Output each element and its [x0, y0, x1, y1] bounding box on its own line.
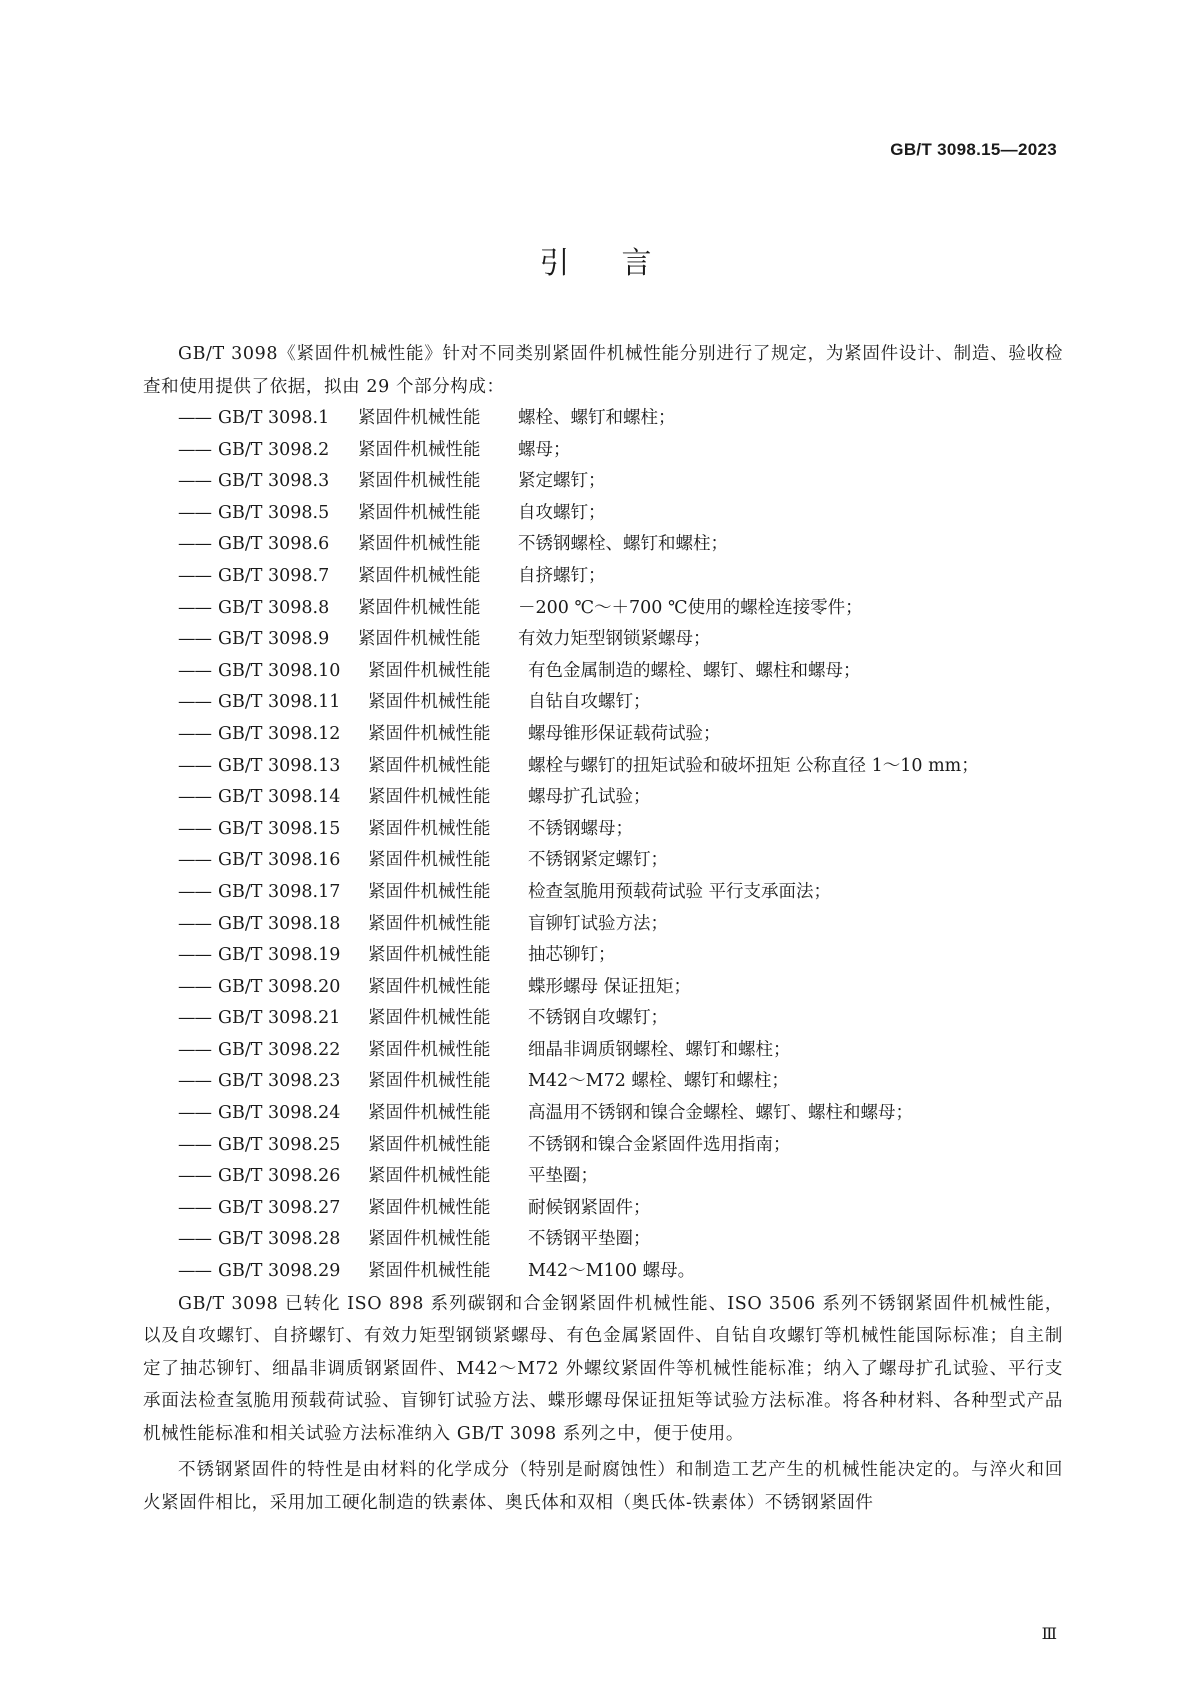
part-code: GB/T 3098.25: [218, 1134, 341, 1155]
part-code: GB/T 3098.11: [218, 692, 341, 713]
list-dash: ——: [178, 818, 211, 839]
part-series: 紧固件机械性能: [368, 723, 491, 744]
parts-list: [143, 403, 1063, 1288]
list-dash: ——: [178, 1071, 211, 1092]
part-code: GB/T 3098.10: [218, 660, 341, 681]
document-body: [143, 338, 1063, 1519]
list-dash: ——: [178, 408, 211, 428]
part-subtitle: 自挤螺钉；: [518, 565, 606, 586]
list-dash: ——: [178, 976, 211, 997]
list-dash: ——: [178, 723, 211, 744]
part-code: GB/T 3098.29: [218, 1261, 341, 1282]
list-item: [143, 1035, 1063, 1067]
list-dash: ——: [178, 1261, 211, 1282]
part-code: GB/T 3098.8: [218, 597, 330, 618]
list-item: [143, 1161, 1063, 1193]
part-series: 紧固件机械性能: [358, 565, 481, 586]
list-item: [143, 498, 1063, 530]
part-series: 紧固件机械性能: [358, 408, 481, 428]
part-subtitle: 蝶形螺母 保证扭矩；: [528, 976, 692, 997]
part-subtitle: 不锈钢自攻螺钉；: [528, 1008, 668, 1029]
list-dash: ——: [178, 850, 211, 871]
part-series: 紧固件机械性能: [368, 1008, 491, 1029]
list-dash: ——: [178, 534, 211, 555]
list-item: [143, 1193, 1063, 1225]
part-code: GB/T 3098.5: [218, 502, 330, 523]
part-code: GB/T 3098.20: [218, 976, 341, 997]
part-subtitle: 螺栓、螺钉和螺柱；: [518, 408, 676, 428]
part-code: GB/T 3098.13: [218, 755, 341, 776]
part-code: GB/T 3098.18: [218, 913, 341, 934]
part-series: 紧固件机械性能: [368, 692, 491, 713]
list-item: [143, 845, 1063, 877]
part-subtitle: M42～M100 螺母。: [528, 1261, 696, 1282]
part-code: GB/T 3098.28: [218, 1229, 341, 1250]
part-series: 紧固件机械性能: [368, 1197, 491, 1218]
list-dash: ——: [178, 913, 211, 934]
part-subtitle: 抽芯铆钉；: [528, 945, 616, 966]
part-subtitle: 有色金属制造的螺栓、螺钉、螺柱和螺母；: [528, 660, 861, 681]
part-code: GB/T 3098.15: [218, 818, 341, 839]
part-subtitle: 不锈钢紧定螺钉；: [528, 850, 668, 871]
list-item: [143, 466, 1063, 498]
part-code: GB/T 3098.21: [218, 1008, 341, 1029]
list-item: [143, 593, 1063, 625]
part-code: GB/T 3098.23: [218, 1071, 341, 1092]
list-item: [143, 529, 1063, 561]
part-code: GB/T 3098.3: [218, 471, 330, 492]
part-code: GB/T 3098.12: [218, 723, 341, 744]
list-item: [143, 751, 1063, 783]
list-item: [143, 719, 1063, 751]
part-series: 紧固件机械性能: [358, 502, 481, 523]
part-series: 紧固件机械性能: [368, 1071, 491, 1092]
part-series: 紧固件机械性能: [368, 976, 491, 997]
part-series: 紧固件机械性能: [368, 818, 491, 839]
part-subtitle: －200 ℃～＋700 ℃使用的螺栓连接零件；: [518, 597, 863, 618]
part-subtitle: 细晶非调质钢螺栓、螺钉和螺柱；: [528, 1039, 791, 1060]
part-subtitle: 检查氢脆用预载荷试验 平行支承面法；: [528, 881, 832, 902]
list-dash: ——: [178, 565, 211, 586]
part-subtitle: 螺栓与螺钉的扭矩试验和破坏扭矩 公称直径 1～10 mm；: [528, 755, 979, 776]
part-series: 紧固件机械性能: [368, 881, 491, 902]
part-code: GB/T 3098.9: [218, 629, 330, 650]
list-dash: ——: [178, 945, 211, 966]
part-series: 紧固件机械性能: [358, 439, 481, 460]
paragraph-2: GB/T 3098 已转化 ISO 898 系列碳钢和合金钢紧固件机械性能、ISO 3506 系列不锈钢紧固件机械性能，以及自攻螺钉、自挤螺钉、有效力矩型钢锁紧螺母、有色金属紧固件、自钻自攻螺钉等机械性能国际标准；自主制定了抽芯铆钉、细晶非调质钢紧固件、M42～M72 外螺纹紧固件等机械性能标准；纳入了螺母扩孔试验、平行支承面法检查氢脆用预载荷试验、盲铆钉试验方法、蝶形螺母保证扭矩等试验方法标准。将各种材料、各种型式产品机械性能标准和相关试验方法标准纳入 GB/T 3098 系列之中，便于使用。: [143, 1293, 1063, 1444]
list-item: [143, 1224, 1063, 1256]
standard-code-header: GB/T 3098.15—2023: [890, 140, 1057, 159]
list-dash: ——: [178, 1166, 211, 1187]
list-dash: ——: [178, 1008, 211, 1029]
page-title: 引言: [539, 246, 704, 281]
part-series: 紧固件机械性能: [358, 534, 481, 555]
part-code: GB/T 3098.7: [218, 565, 330, 586]
part-series: 紧固件机械性能: [368, 787, 491, 808]
list-item: [143, 403, 1063, 435]
list-item: [143, 1098, 1063, 1130]
part-subtitle: 自钻自攻螺钉；: [528, 692, 651, 713]
list-item: [143, 561, 1063, 593]
paragraph-3: 不锈钢紧固件的特性是由材料的化学成分（特别是耐腐蚀性）和制造工艺产生的机械性能决定的。与淬火和回火紧固件相比，采用加工硬化制造的铁素体、奥氏体和双相（奥氏体-铁素体）不锈钢紧固件: [143, 1460, 1063, 1513]
list-dash: ——: [178, 660, 211, 681]
part-series: 紧固件机械性能: [368, 913, 491, 934]
part-subtitle: 自攻螺钉；: [518, 502, 606, 523]
part-subtitle: 螺母；: [518, 439, 571, 460]
part-series: 紧固件机械性能: [368, 755, 491, 776]
part-series: 紧固件机械性能: [358, 629, 481, 650]
part-series: 紧固件机械性能: [368, 1229, 491, 1250]
part-subtitle: 不锈钢平垫圈；: [528, 1229, 651, 1250]
part-code: GB/T 3098.14: [218, 787, 341, 808]
list-dash: ——: [178, 1039, 211, 1060]
part-code: GB/T 3098.6: [218, 534, 330, 555]
list-dash: ——: [178, 1134, 211, 1155]
part-series: 紧固件机械性能: [368, 1166, 491, 1187]
part-subtitle: 螺母锥形保证载荷试验；: [528, 723, 721, 744]
list-dash: ——: [178, 1197, 211, 1218]
part-subtitle: M42～M72 螺栓、螺钉和螺柱；: [528, 1071, 789, 1092]
list-item: [143, 435, 1063, 467]
list-item: [143, 814, 1063, 846]
part-subtitle: 耐候钢紧固件；: [528, 1197, 651, 1218]
part-subtitle: 有效力矩型钢锁紧螺母；: [518, 629, 711, 650]
list-item: [143, 877, 1063, 909]
part-series: 紧固件机械性能: [368, 1134, 491, 1155]
part-series: 紧固件机械性能: [368, 1103, 491, 1124]
part-code: GB/T 3098.16: [218, 850, 341, 871]
list-dash: ——: [178, 881, 211, 902]
list-item: [143, 1130, 1063, 1162]
part-series: 紧固件机械性能: [368, 660, 491, 681]
part-subtitle: 盲铆钉试验方法；: [528, 913, 668, 934]
part-code: GB/T 3098.17: [218, 881, 341, 902]
part-subtitle: 不锈钢和镍合金紧固件选用指南；: [528, 1134, 791, 1155]
part-subtitle: 高温用不锈钢和镍合金螺栓、螺钉、螺柱和螺母；: [528, 1103, 913, 1124]
part-code: GB/T 3098.2: [218, 439, 330, 460]
part-code: GB/T 3098.19: [218, 945, 341, 966]
list-item: [143, 656, 1063, 688]
part-subtitle: 螺母扩孔试验；: [528, 787, 651, 808]
list-dash: ——: [178, 502, 211, 523]
list-item: [143, 940, 1063, 972]
list-dash: ——: [178, 629, 211, 650]
part-code: GB/T 3098.27: [218, 1197, 341, 1218]
part-series: 紧固件机械性能: [368, 1039, 491, 1060]
list-item: [143, 624, 1063, 656]
list-dash: ——: [178, 471, 211, 492]
list-item: [143, 1256, 1063, 1288]
list-item: [143, 687, 1063, 719]
list-item: [143, 1003, 1063, 1035]
part-code: GB/T 3098.24: [218, 1103, 341, 1124]
page-number: Ⅲ: [1041, 1624, 1057, 1643]
list-dash: ——: [178, 597, 211, 618]
part-subtitle: 不锈钢螺母；: [528, 818, 633, 839]
list-dash: ——: [178, 787, 211, 808]
part-code: GB/T 3098.22: [218, 1039, 341, 1060]
list-item: [143, 1066, 1063, 1098]
part-series: 紧固件机械性能: [368, 1261, 491, 1282]
list-item: [143, 972, 1063, 1004]
part-subtitle: 不锈钢螺栓、螺钉和螺柱；: [518, 534, 728, 555]
part-code: GB/T 3098.1: [218, 408, 330, 428]
list-dash: ——: [178, 755, 211, 776]
part-series: 紧固件机械性能: [368, 850, 491, 871]
list-dash: ——: [178, 1229, 211, 1250]
part-code: GB/T 3098.26: [218, 1166, 341, 1187]
part-series: 紧固件机械性能: [358, 597, 481, 618]
list-item: [143, 909, 1063, 941]
list-dash: ——: [178, 1103, 211, 1124]
list-item: [143, 782, 1063, 814]
part-series: 紧固件机械性能: [358, 471, 481, 492]
part-series: 紧固件机械性能: [368, 945, 491, 966]
intro-paragraph: GB/T 3098《紧固件机械性能》针对不同类别紧固件机械性能分别进行了规定，为紧固件设计、制造、验收检查和使用提供了依据，拟由 29 个部分构成：: [143, 344, 1063, 397]
list-dash: ——: [178, 692, 211, 713]
part-subtitle: 平垫圈；: [528, 1166, 598, 1187]
part-subtitle: 紧定螺钉；: [518, 471, 606, 492]
list-dash: ——: [178, 439, 211, 460]
